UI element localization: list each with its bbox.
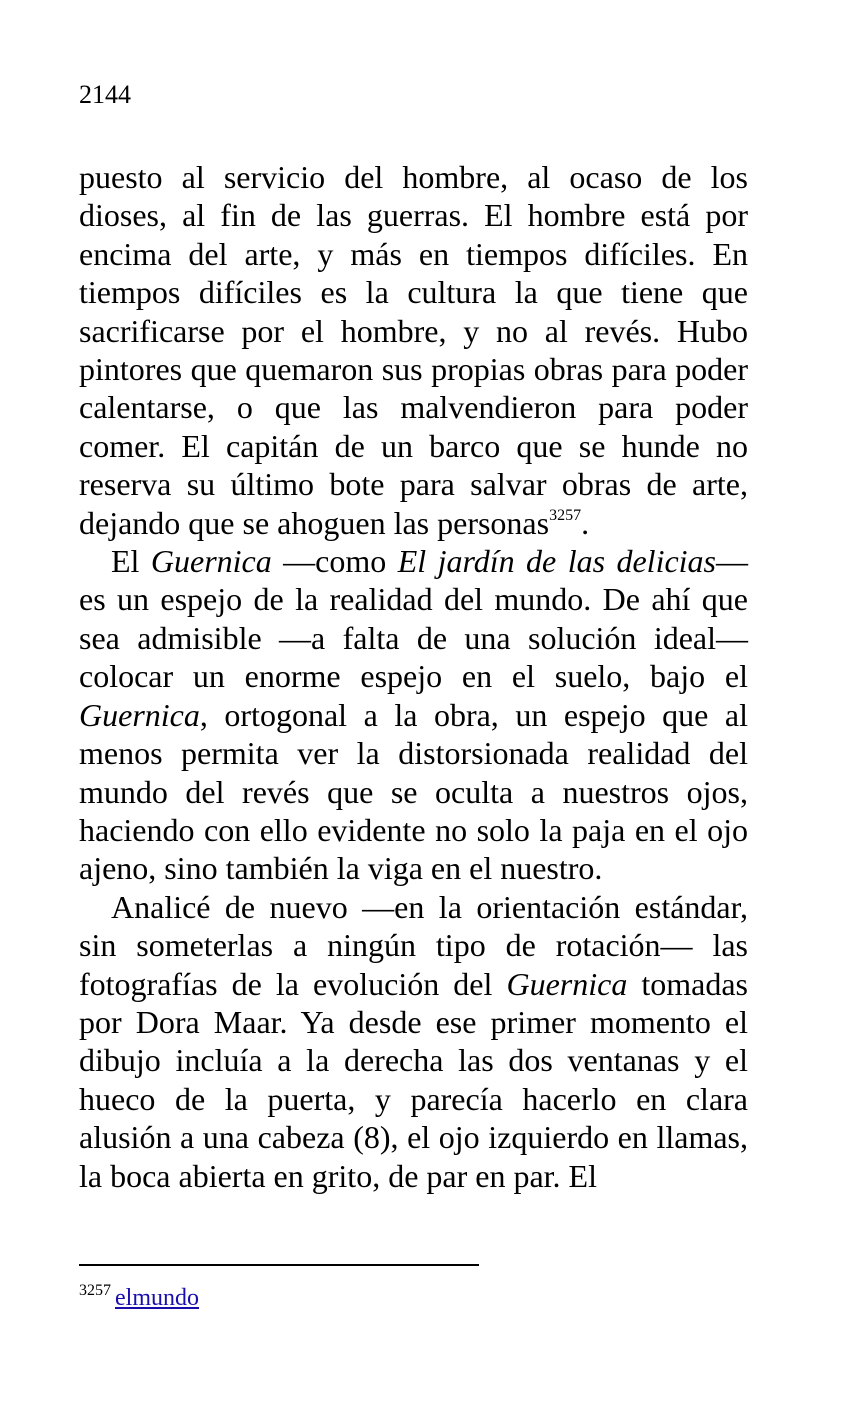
paragraph-text: puesto al servicio del hombre, al ocaso de los dioses, al fin de las guerras. El hombre está por encima del arte, y más en tiempos difíciles. En tiempos difíciles es la cultura la que tiene que sacrificarse por el hombre, y no al revés. Hubo pintores que quemaron sus propias obras para poder calentarse, o que las malvendieron para poder comer. El capitán de un barco que se hunde no reserva su último bote para salvar obras de arte, dejando que se ahoguen las personas [79, 159, 748, 541]
footnote [79, 1283, 199, 1313]
paragraph-text: . [581, 504, 590, 541]
paragraph-3 [79, 888, 748, 1195]
page-number: 2144 [79, 80, 131, 109]
paragraph-text: Analicé de nuevo —en la orientación estándar, sin someterlas a ningún tipo de rotación— las fotografías de la evolución del [79, 888, 748, 1002]
italic-title: El jardín de las delicias [397, 543, 717, 580]
footnote-rule [79, 1264, 479, 1266]
italic-title: Guernica [150, 543, 272, 580]
paragraph-text: — es un espejo de la realidad del mundo. De ahí que sea admisible —a falta de una solución ideal— colocar un enorme espejo en el suelo, bajo el [79, 543, 749, 695]
footnote-number: 3257 [79, 1282, 111, 1299]
italic-title: Guernica [506, 965, 628, 1002]
paragraph-text: tomadas por Dora Maar. Ya desde ese primer momento el dibujo incluía a la derecha las dos ventanas y el hueco de la puerta, y parecía hacerlo en clara alusión a una cabeza (8), el ojo izquierdo en llamas, la boca abierta en grito, de par en par. El [79, 965, 749, 1194]
footnote-reference: 3257 [549, 506, 582, 524]
body-text [79, 158, 748, 1195]
paragraph-text: El [111, 543, 151, 580]
paragraph-text: —como [271, 543, 398, 580]
italic-title: Guernica [79, 696, 200, 733]
footnote-link[interactable]: elmundo [115, 1285, 199, 1311]
paragraph-1 [79, 158, 748, 542]
paragraph-2 [79, 542, 748, 888]
paragraph-text: , ortogonal a la obra, un espejo que al menos permita ver la distorsionada realidad del mundo del revés que se oculta a nuestros ojos, haciendo con ello evidente no solo la paja en el ojo ajeno, sino también la viga en el nuestro. [79, 696, 748, 887]
